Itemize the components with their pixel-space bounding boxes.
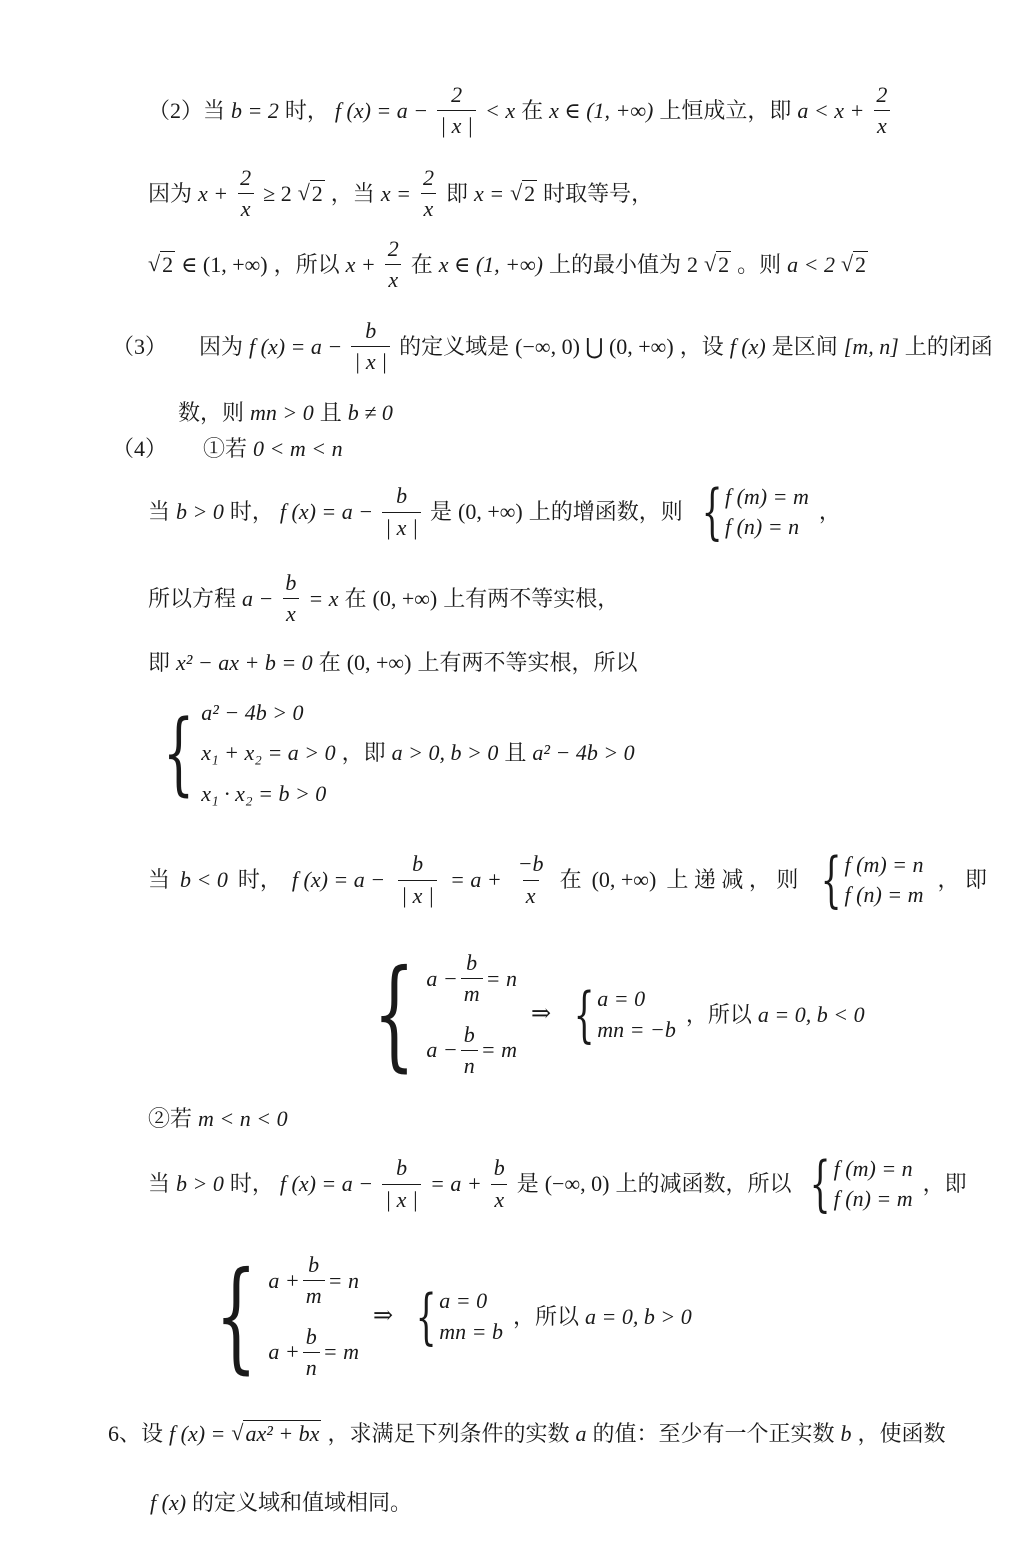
equation-line: 所以方程 a − $\frac{b}{x}$ = x 在 (0, +∞) 上有两不等实根， bbox=[148, 570, 620, 627]
sqrt: √ ax² + bx bbox=[231, 1420, 320, 1446]
implies-icon: ⇒ bbox=[530, 1001, 552, 1028]
fraction: $\frac{b}{| x |}$ bbox=[351, 318, 390, 376]
fraction: $\frac{b}{| x |}$ bbox=[382, 1155, 421, 1213]
sqrt: √ 2 bbox=[704, 251, 730, 278]
part4-label: （4） bbox=[112, 436, 168, 461]
fraction: $\frac{b}{| x |}$ bbox=[398, 851, 437, 909]
case2-line: ②若 m < n < 0 bbox=[148, 1106, 288, 1131]
fraction: $\frac{2}{x}$ bbox=[385, 236, 402, 294]
case2-b-positive: 当 b > 0 时， f (x) = a − $\frac{b}{| x |}$ = a + $\frac{b}{x}$ 是 (−∞, 0) 上的减函数，所以 { f (m) = n f (n) = m ，即 bbox=[148, 1149, 967, 1219]
part3-label: （3） bbox=[112, 333, 168, 359]
fraction: $\frac{2}{x}$ bbox=[873, 82, 890, 140]
implies-icon: ⇒ bbox=[372, 1303, 394, 1330]
b-negative-line: 当 b < 0 时， f (x) = a − $\frac{b}{| x |}$ = a + $\frac{-b}{x}$ 在 (0, +∞) 上 递 减 ， 则 { f (m) = n f (n) = m ， 即 bbox=[148, 845, 988, 915]
question-6-line1: 6、设 f (x) = √ ax² + bx ，求满足下列条件的实数 a 的值：至少有一个正实数 b ，使函数 bbox=[108, 1420, 946, 1446]
part2-line1: （2）当 b = 2 时， f (x) = a − $\frac{2}{| x |}$ < x 在 x ∈ (1, +∞) 上恒成立，即 a < x + $\frac{2}{x}$ bbox=[148, 82, 893, 140]
equation-system: { f (m) = m f (n) = n bbox=[701, 477, 809, 547]
fraction: $\frac{b}{| x |}$ bbox=[382, 483, 421, 541]
system-negative: { a − $\frac{b}{m}$ = n a − $\frac{b}{n}$ = m ⇒ { a = 0 mn = −b ，所以 a = 0, b < 0 bbox=[373, 944, 865, 1084]
sqrt: √ 2 bbox=[840, 251, 867, 278]
equation-system: { f (m) = n f (n) = m bbox=[820, 845, 924, 915]
b-positive-line: 当 b > 0 时， f (x) = a − $\frac{b}{| x |}$ 是 (0, +∞) 上的增函数，则 { f (m) = m f (n) = n ， bbox=[148, 477, 841, 547]
part2-label: （2）当 bbox=[148, 97, 226, 123]
sqrt: √ 2 bbox=[148, 251, 174, 278]
system-positive: { a + $\frac{b}{m}$ = n a + $\frac{b}{n}$ = m ⇒ { a = 0 mn = b ，所以 a = 0, b > 0 bbox=[215, 1246, 692, 1386]
sqrt: √ 2 bbox=[510, 180, 536, 207]
fraction: $\frac{2}{x}$ bbox=[237, 165, 254, 223]
sqrt: √ 2 bbox=[297, 180, 323, 207]
part3-line1: （3） 因为 f (x) = a − $\frac{b}{| x |}$ 的定义域是 (−∞, 0) ⋃ (0, +∞) ，设 f (x) 是区间 [m, n] 上的闭函 bbox=[112, 318, 993, 375]
part2-line2: 因为 x + $\frac{2}{x}$ ≥ 2 √ 2 ，当 x = $\frac{2}{x}$ 即 x = √ 2 时取等号， bbox=[148, 165, 654, 222]
quadratic-line: 即 x² − ax + b = 0 在 (0, +∞) 上有两不等实根，所以 bbox=[148, 650, 638, 675]
question-6-line2: f (x) 的定义域和值域相同。 bbox=[150, 1490, 413, 1515]
fraction: $\frac{b}{x}$ bbox=[491, 1155, 508, 1213]
fraction: $\frac{2}{| x |}$ bbox=[437, 82, 476, 140]
equation-system: { f (m) = n f (n) = m bbox=[810, 1149, 913, 1219]
part3-line2: 数，则 mn > 0 且 b ≠ 0 bbox=[178, 400, 393, 425]
fraction: $\frac{-b}{x}$ bbox=[517, 851, 544, 908]
question-number: 6、设 bbox=[108, 1420, 164, 1446]
vieta-system: { a² − 4b > 0 x₁ + x₂ = a > 0 ，即 a > 0, b > 0 且 a² − 4b > 0 x₁ · x₂ = b > 0 bbox=[162, 700, 635, 806]
fraction: $\frac{2}{x}$ bbox=[420, 165, 437, 223]
part4-line1: （4） ①若 0 < m < n bbox=[112, 436, 343, 461]
part2-line3: √ 2 ∈ (1, +∞) ，所以 x + $\frac{2}{x}$ 在 x ∈ (1, +∞) 上的最小值为 2 √ 2 。则 a < 2 √ 2 bbox=[148, 236, 867, 293]
fraction: $\frac{b}{x}$ bbox=[282, 570, 299, 628]
